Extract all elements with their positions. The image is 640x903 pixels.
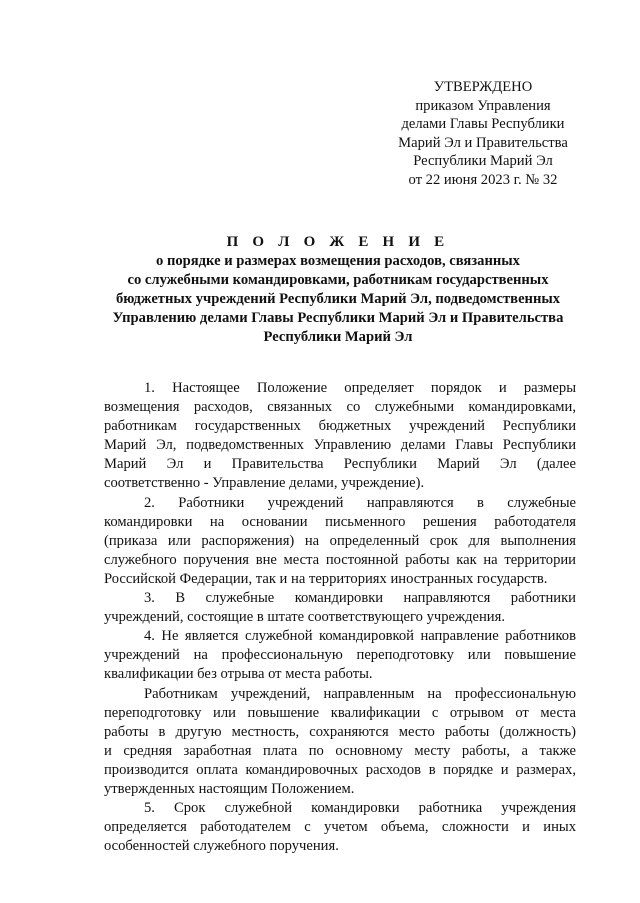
approval-stamp-block — [378, 78, 588, 190]
paragraph-3 — [104, 589, 576, 627]
paragraph-line: работы в другую местность, сохраняются место работы (должность) — [104, 723, 576, 740]
paragraph-line: особенностей служебного поручения. — [104, 838, 339, 855]
paragraph-line: работникам государственных бюджетных учреждений Республики — [104, 418, 576, 435]
document-title-line: о порядке и размерах возмещения расходов, связанных — [156, 253, 520, 269]
document-title-line: со служебными командировками, работникам государственных — [127, 272, 549, 288]
paragraph-line: 1. Настоящее Положение определяет порядок и размеры — [144, 380, 576, 396]
paragraph-line: 3. В служебные командировки направляются работники — [144, 590, 576, 607]
paragraph-line: производится оплата командировочных расходов в порядке и размерах, — [104, 761, 576, 778]
document-title-line: Управлению делами Главы Республики Марий Эл и Правительства — [112, 310, 564, 326]
paragraph-line: 4. Не является служебной командировкой направление работников — [144, 628, 576, 645]
approval-line: Марий Эл и Правительства — [398, 134, 568, 151]
paragraph-line: (приказа или распоряжения) на определенный срок для выполнения — [104, 532, 576, 549]
paragraph-2 — [104, 494, 576, 589]
paragraph-line: переподготовку или повышение квалификации с отрывом от места — [104, 704, 576, 721]
paragraph-line: Марий Эл и Правительства Республики Марий Эл (далее — [104, 456, 576, 473]
paragraph-line: командировки на основании письменного решения работодателя — [104, 513, 576, 530]
approval-heading: УТВЕРЖДЕНО — [433, 79, 533, 95]
approval-line: делами Главы Республики — [401, 116, 565, 133]
paragraph-line: Российской Федерации, так и на территориях иностранных государств. — [104, 570, 548, 587]
paragraph-line: соответственно - Управление делами, учреждение). — [104, 475, 425, 492]
paragraph-line: учреждений, состоящие в штате соответствующего учреждения. — [104, 609, 505, 626]
approval-line: приказом Управления — [415, 97, 551, 114]
paragraph-line: учреждений на профессиональную переподготовку или повышение — [104, 647, 576, 664]
document-title-heading: П О Л О Ж Е Н И Е — [226, 234, 450, 250]
paragraph-line: определяется работодателем с учетом объема, сложности и иных — [104, 819, 576, 836]
paragraph-line: 2. Работники учреждений направляются в служебные — [144, 494, 576, 511]
paragraph-5 — [104, 799, 576, 856]
approval-date-number: от 22 июня 2023 г. № 32 — [408, 171, 558, 188]
document-title-line: Республики Марий Эл — [263, 329, 413, 345]
document-body — [104, 379, 576, 856]
paragraph-4 — [104, 627, 576, 684]
paragraph-line: утвержденных настоящим Положением. — [104, 780, 355, 797]
paragraph-line: служебного поручения вне места постоянной работы как на территории — [104, 551, 576, 568]
document-title-block — [100, 233, 576, 347]
paragraph-line: Марий Эл, подведомственных Управлению делами Главы Республики — [104, 437, 576, 454]
paragraph-line: Работникам учреждений, направленным на профессиональную — [144, 685, 576, 702]
paragraph-line: и средняя заработная плата по основному месту работы, а также — [104, 742, 576, 759]
approval-line: Республики Марий Эл — [413, 153, 553, 170]
paragraph-line: квалификации без отрыва от места работы. — [104, 666, 373, 683]
paragraph-line: 5. Срок служебной командировки работника учреждения — [144, 800, 576, 817]
paragraph-line: возмещения расходов, связанных со служебными командировками, — [104, 399, 576, 416]
paragraph-1 — [104, 379, 576, 494]
paragraph-4-continuation — [104, 685, 576, 800]
document-title-line: бюджетных учреждений Республики Марий Эл, подведомственных — [115, 291, 561, 307]
